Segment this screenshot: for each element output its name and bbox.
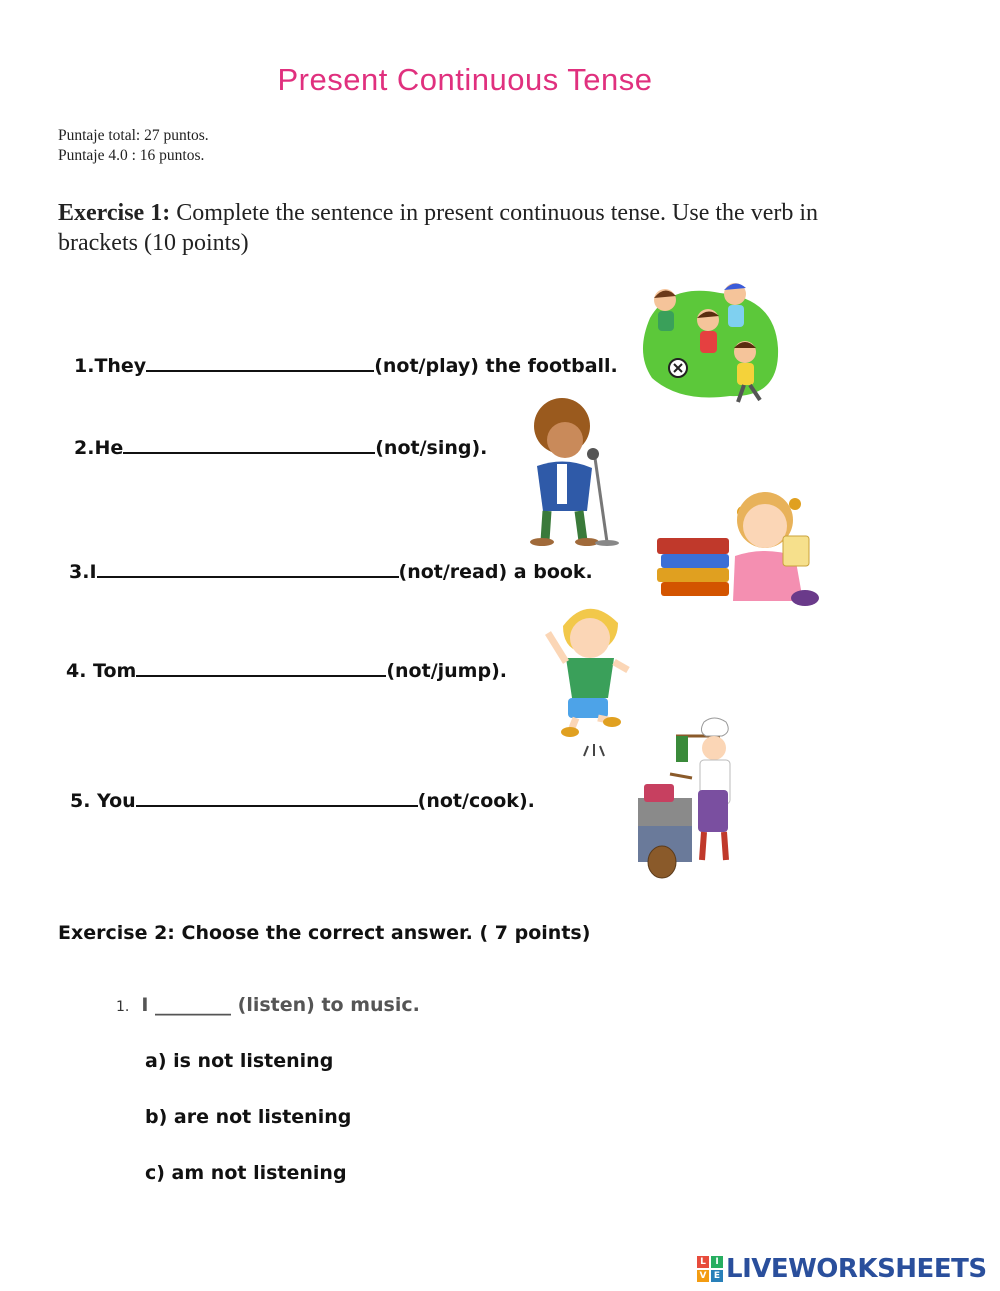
item-5-verb-hint: (not/cook).: [417, 790, 535, 812]
item-5-subject: 5. You: [70, 790, 136, 812]
logo-mark-icon: [697, 1256, 723, 1282]
score-grade: Puntaje 4.0 : 16 puntos.: [58, 147, 205, 164]
exercise1-instruction-text: Complete the sentence in present continuous tense. Use the verb in brackets (10 points): [58, 200, 819, 256]
item-5-answer-blank[interactable]: [136, 787, 418, 807]
item-1-verb-hint: (not/play) the football.: [374, 355, 618, 377]
exercise1-item-3: [69, 558, 593, 583]
item-4-answer-blank[interactable]: [136, 657, 386, 677]
item-1-subject: 1.They: [74, 355, 147, 377]
exercise2-question-1: [116, 994, 420, 1016]
option-c[interactable]: c) am not listening: [145, 1162, 347, 1184]
logo-letter-i: I: [711, 1256, 723, 1268]
exercise1-label: Exercise 1:: [58, 200, 171, 226]
worksheet-title: Present Continuous Tense: [277, 62, 653, 97]
exercise2-heading: Exercise 2: Choose the correct answer. ( 7 points): [58, 922, 591, 944]
item-4-subject: 4. Tom: [66, 660, 137, 682]
chef-cooking-illustration: [636, 718, 746, 880]
boy-singing-microphone-illustration: [517, 396, 627, 546]
exercise1-item-2: [74, 434, 487, 459]
question-number: 1.: [116, 999, 130, 1015]
item-3-verb-hint: (not/read) a book.: [398, 561, 593, 583]
option-a[interactable]: a) is not listening: [145, 1050, 334, 1072]
item-4-verb-hint: (not/jump).: [386, 660, 507, 682]
liveworksheets-logo: [697, 1254, 987, 1284]
logo-letter-e: E: [711, 1270, 723, 1282]
logo-letter-l: L: [697, 1256, 709, 1268]
children-playing-football-illustration: [640, 278, 782, 412]
item-3-answer-blank[interactable]: [97, 558, 399, 578]
exercise1-item-4: [66, 657, 507, 682]
exercise1-item-1: [74, 352, 618, 377]
item-3-subject: 3.I: [69, 561, 97, 583]
item-2-subject: 2.He: [74, 437, 124, 459]
boy-jumping-illustration: [538, 598, 630, 760]
score-total: Puntaje total: 27 puntos.: [58, 127, 209, 144]
question-text: I ________ (listen) to music.: [141, 994, 420, 1016]
logo-letter-v: V: [697, 1270, 709, 1282]
exercise1-instructions: [58, 198, 888, 258]
option-b[interactable]: b) are not listening: [145, 1106, 352, 1128]
item-2-answer-blank[interactable]: [123, 434, 375, 454]
girl-reading-books-illustration: [655, 486, 825, 610]
logo-text: LIVEWORKSHEETS: [726, 1254, 987, 1284]
item-2-verb-hint: (not/sing).: [375, 437, 488, 459]
item-1-answer-blank[interactable]: [146, 352, 374, 372]
exercise1-item-5: [70, 787, 535, 812]
